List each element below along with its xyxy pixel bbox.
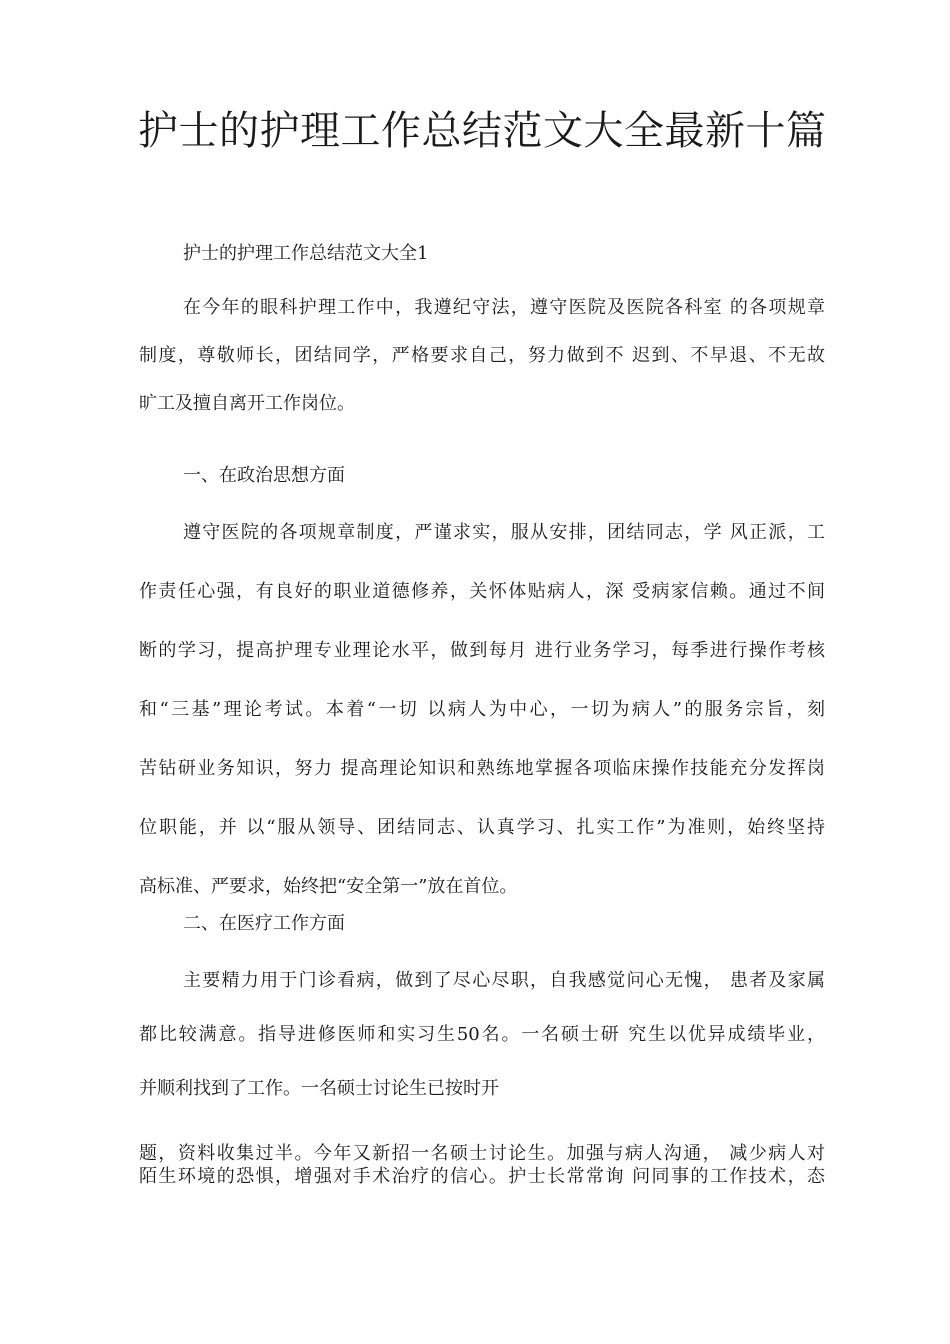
text-line: 位职能，并 以“服从领导、团结同志、认真学习、扎实工作”为准则，始终坚持 <box>139 817 825 838</box>
text-line: 苦钻研业务知识，努力 提高理论知识和熟练地掌握各项临床操作技能充分发挥岗 <box>139 758 825 779</box>
text-line: 陌生环境的恐惧，增强对手术治疗的信心。护士长常常询 问同事的工作技术，态 <box>139 1166 825 1187</box>
text-line: 高标准、严要求，始终把“安全第一”放在首位。 <box>139 876 518 897</box>
paragraph-continuation <box>139 1140 825 1191</box>
document-title: 护士的护理工作总结范文大全最新十篇 <box>138 108 827 154</box>
text-line: 遵守医院的各项规章制度，严谨求实，服从安排，团结同志，学 风正派，工 <box>183 522 825 543</box>
section-heading-medical: 二、在医疗工作方面 <box>183 913 345 934</box>
text-line: 都比较满意。指导进修医师和实习生50名。一名硕士研 究生以优异成绩毕业， <box>139 1024 825 1045</box>
text-line: 题，资料收集过半。今年又新招一名硕士讨论生。加强与病人沟通， 减少病人对 <box>139 1143 825 1164</box>
section-heading-political: 一、在政治思想方面 <box>183 465 345 486</box>
text-line: 旷工及擅自离开工作岗位。 <box>139 393 355 414</box>
text-line: 和“三基”理论考试。本着“一切 以病人为中心，一切为病人”的服务宗旨，刻 <box>139 699 825 720</box>
paragraph-intro <box>139 294 825 418</box>
paragraph-medical <box>139 967 825 1103</box>
paragraph-political <box>139 519 825 901</box>
text-line: 制度，尊敬师长，团结同学，严格要求自己，努力做到不 迟到、不早退、不无故 <box>139 345 825 366</box>
section-subtitle: 护士的护理工作总结范文大全1 <box>183 243 429 264</box>
text-line: 作责任心强，有良好的职业道德修养，关怀体贴病人，深 受病家信赖。通过不间 <box>139 581 825 602</box>
text-line: 在今年的眼科护理工作中，我遵纪守法，遵守医院及医院各科室 的各项规章 <box>183 297 825 318</box>
text-line: 断的学习，提高护理专业理论水平，做到每月 进行业务学习，每季进行操作考核 <box>139 640 825 661</box>
text-line: 并顺利找到了工作。一名硕士讨论生已按时开 <box>139 1078 499 1099</box>
text-line: 主要精力用于门诊看病，做到了尽心尽职，自我感觉问心无愧， 患者及家属 <box>183 970 825 991</box>
